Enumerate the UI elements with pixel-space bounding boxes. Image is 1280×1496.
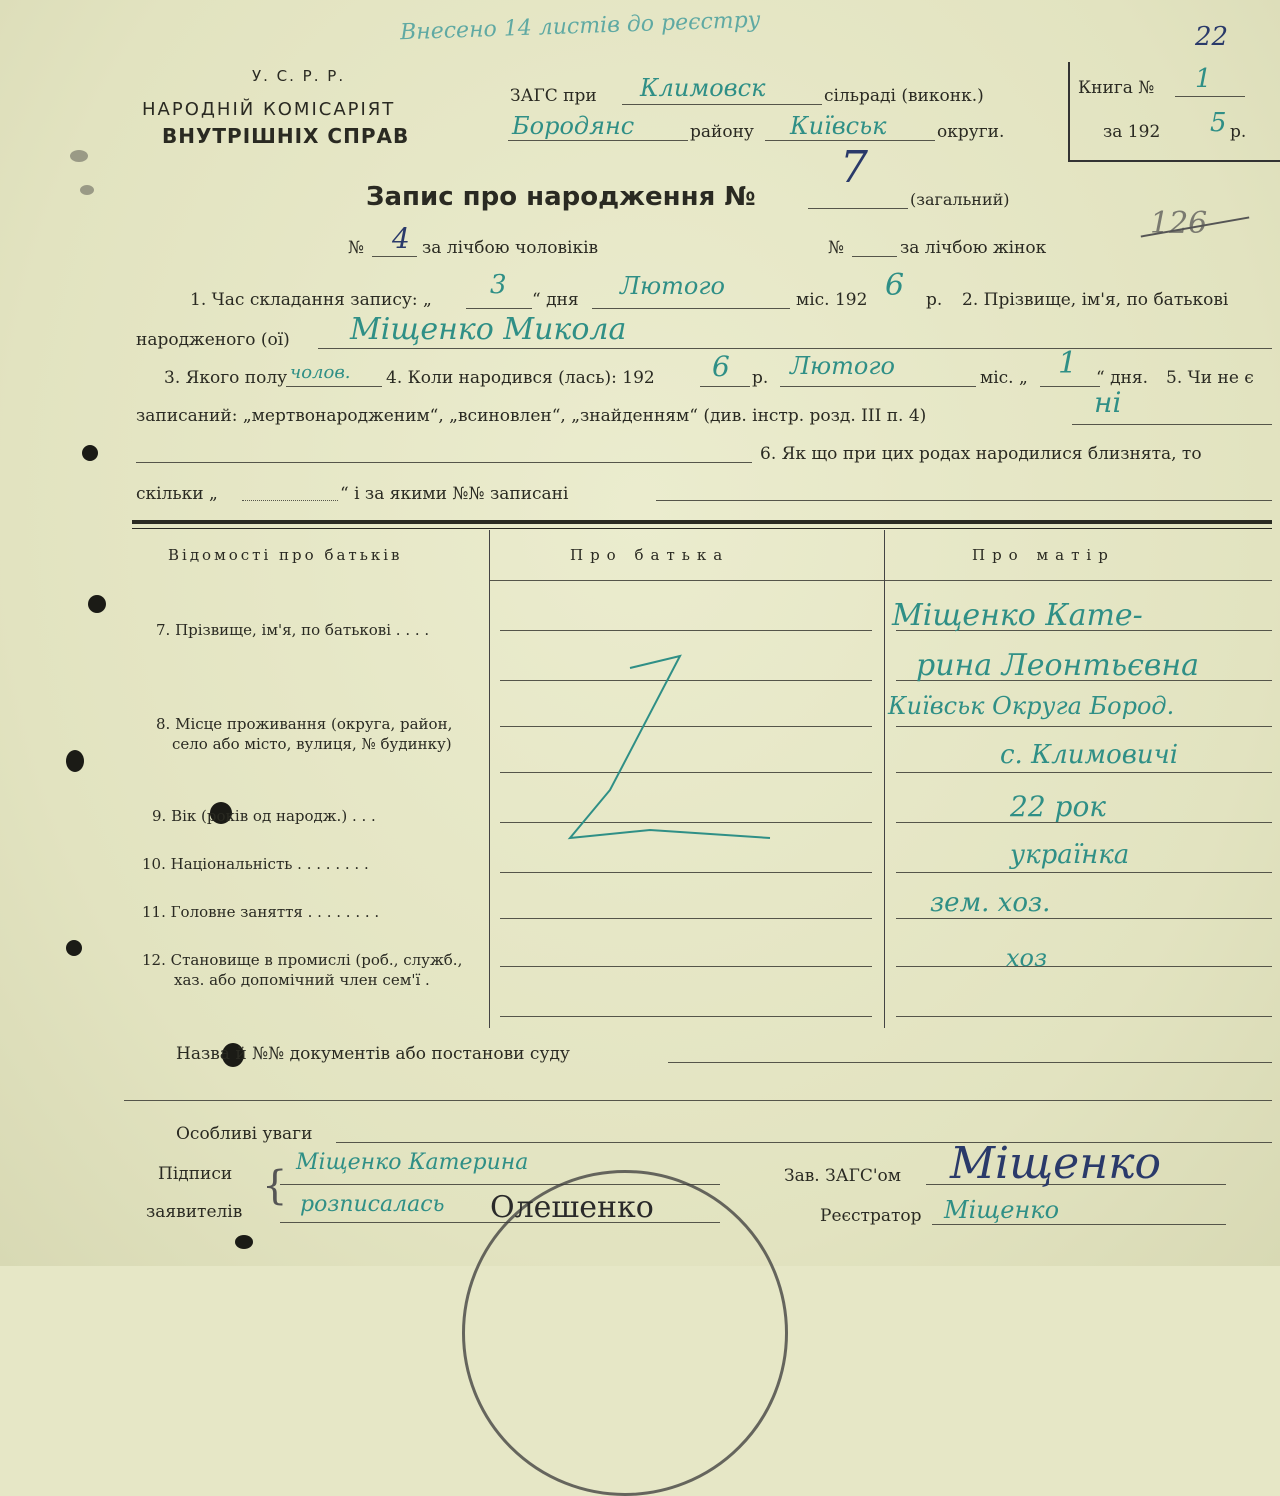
mother-age: 22 рок [1010,790,1107,823]
q4-day: “ дня. [1096,368,1149,388]
row-line [500,630,872,631]
q1-day: 3 [490,270,507,300]
table-top-rule-thin [132,528,1272,529]
q6-cont-a: скільки „ [136,484,218,504]
notes-label: Особливі уваги [176,1124,313,1144]
district-value: Бородянс [512,112,635,140]
book-year-digit: 5 [1210,108,1227,138]
header-bottom-line [490,580,1272,581]
row-line [896,918,1272,919]
okruga-value: Київськ [790,112,887,140]
twins-count-line [242,500,338,501]
book-box [1068,62,1280,162]
punch-hole [80,185,94,195]
q1-year-digit: 6 [885,268,905,303]
birth-year-line [700,386,750,387]
record-general: (загальний) [910,190,1010,209]
q6-blank-line [136,462,752,463]
q1-prefix: 1. Час складання запису: „ [190,290,432,310]
q1-year-prefix: міс. 192 [796,290,868,310]
row-line [500,918,872,919]
q2-text: 2. Прізвище, ім'я, по батькові [962,290,1229,310]
okruga-label: округи. [937,122,1005,142]
row-line [500,1016,872,1017]
q3-text: 3. Якого полу [164,368,288,388]
mother-status: хоз [1006,944,1048,972]
row-label-status-2: хаз. або допомічний член сем'ї . [174,971,430,989]
q4-text: 4. Коли народився (лась): 192 [386,368,655,388]
q4-mis: міс. „ [980,368,1028,388]
registrar-signature: Міщенко [944,1196,1060,1224]
stamp-text: Олешенко [490,1190,654,1225]
punch-hole [82,445,98,461]
men-number: 4 [392,222,410,255]
old-number: 126 [1150,206,1208,241]
mother-nationality: українка [1010,840,1130,870]
book-number-line [1175,96,1245,97]
zags-village-line [622,104,822,105]
page-number: 22 [1195,22,1229,52]
punch-hole [70,150,88,162]
district-label: району [690,122,754,142]
col-header-mother: Про матір [972,546,1115,564]
twins-numbers-line [656,500,1272,501]
q2-cont: народженого (ої) [136,330,290,350]
men-number-line [372,256,417,257]
q4-r: р. [752,368,769,388]
documents-label: Назва й №№ документів або постанови суду [176,1044,570,1064]
registrar-label: Реєстратор [820,1206,922,1226]
signatures-brace: { [262,1163,288,1209]
q1-suffix: р. [926,290,943,310]
row-line [896,872,1272,873]
record-number: 7 [840,142,868,193]
row-label-nationality: 10. Національність . . . . . . . . [142,855,369,873]
birth-year-digit: 6 [712,350,730,383]
col-divider-1 [489,530,490,1028]
q1-mid: “ дня [532,290,579,310]
book-number: 1 [1195,64,1212,94]
zags-suffix: сільраді (виконк.) [824,86,984,106]
row-label-residence-1: 8. Місце проживання (округа, район, [156,715,453,733]
book-label: Книга № [1078,78,1155,98]
documents-line [668,1062,1272,1063]
child-name-line [318,348,1272,349]
men-label: за лічбою чоловіків [422,238,599,258]
commissariat-line1: НАРОДНІЙ КОМІСАРІЯТ [142,99,396,120]
republic-label: У. С. Р. Р. [252,67,346,85]
q6-text: 6. Як що при цих родах народилися близнята, то [760,444,1202,464]
record-title: Запис про народження № [366,182,756,212]
q1-month: Лютого [620,272,725,300]
birth-month: Лютого [790,352,895,380]
col-header-info: Відомості про батьків [168,546,403,564]
q1-day-line [466,308,532,309]
head-signature: Міщенко [950,1138,1161,1189]
commissariat-line2: ВНУТРІШНІХ СПРАВ [162,124,410,148]
district-line [508,140,688,141]
birth-day: 1 [1058,346,1078,381]
row-line [500,966,872,967]
row-line [896,726,1272,727]
q5-text: 5. Чи не є [1166,368,1254,388]
row-line [896,966,1272,967]
punch-hole [66,750,84,772]
child-name: Міщенко Микола [350,312,627,347]
women-label: за лічбою жінок [900,238,1047,258]
head-label: Зав. ЗАГС'ом [784,1166,901,1186]
men-prefix: № [348,238,365,258]
row-label-status-1: 12. Становище в промислі (роб., служб., [142,951,463,969]
row-label-age: 9. Вік (років од народж.) . . . [152,807,376,825]
q6-cont-b: “ і за якими №№ записані [340,484,569,504]
col-divider-2 [884,530,885,1028]
signatures-label-2: заявителів [146,1202,243,1222]
punch-hole [88,595,106,613]
mother-name-2: рина Леонтьєвна [916,648,1200,683]
mother-occupation: зем. хоз. [930,888,1051,918]
father-column-strikeout [500,640,880,880]
q1-month-line [592,308,790,309]
row-label-name: 7. Прізвище, ім'я, по батькові . . . . [156,621,430,639]
row-label-occupation: 11. Головне заняття . . . . . . . . [142,903,380,921]
punch-hole [235,1235,253,1249]
row-label-residence-2: село або місто, вулиця, № будинку) [172,735,452,753]
zags-prefix: ЗАГС при [510,86,597,106]
mother-place-2: с. Климовичі [1000,740,1179,770]
mother-place-1: Київськ Округа Бород. [888,692,1175,720]
q5-answer: ні [1094,386,1122,419]
women-prefix: № [828,238,845,258]
punch-hole [66,940,82,956]
zags-village-value: Климовск [640,74,766,102]
year-label: за 192 [1103,122,1161,142]
mother-name-1: Міщенко Кате- [892,598,1143,633]
q5-cont: записаний: „мертвонародженим“, „всиновлен“, „знайденням“ (див. інстр. розд. III п. 4) [136,406,927,426]
record-number-line [808,208,908,209]
year-suffix: р. [1230,122,1247,142]
registrar-signature-line [932,1224,1226,1225]
table-top-rule [132,520,1272,524]
signatures-label-1: Підписи [158,1164,233,1184]
top-note: Внесено 14 листів до реєстру [399,7,761,46]
women-number-line [852,256,897,257]
documents-line-2 [124,1100,1272,1101]
col-header-father: Про батька [570,546,730,564]
okruga-line [765,140,935,141]
q5-answer-line [1072,424,1272,425]
row-line [896,1016,1272,1017]
sex-value: чолов. [290,362,351,383]
birth-month-line [780,386,976,387]
row-line [896,772,1272,773]
applicant-signature-2: розписалась [300,1192,445,1217]
sex-line [286,386,382,387]
birth-day-line [1040,386,1100,387]
applicant-signature-1: Міщенко Катерина [296,1150,529,1175]
